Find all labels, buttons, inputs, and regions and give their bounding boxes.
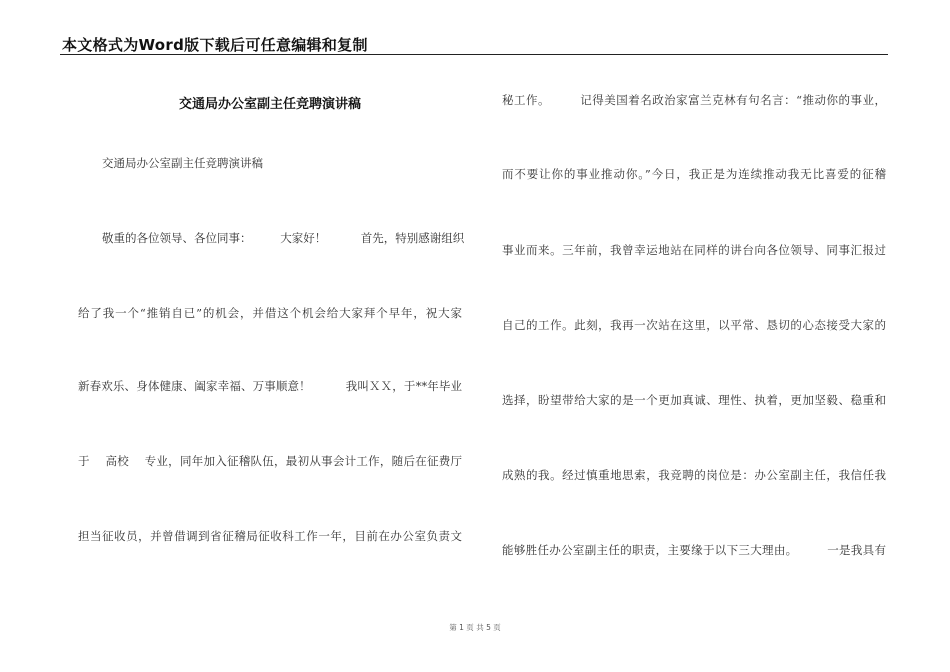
left-line-2: 敬重的各位领导、各位同事： 大家好！ 首先，特别感谢组织: [102, 231, 465, 245]
left-line-3: 给了我一个“推销自已”的机会，并借这个机会给大家拜个早年，祝大家: [78, 306, 462, 320]
left-line-5: 于 高校 专业，同年加入征稽队伍，最初从事会计工作，随后在征费厅: [78, 454, 462, 468]
right-line-5: 选择，盼望带给大家的是一个更加真诚、理性、执着，更加坚毅、稳重和: [502, 393, 886, 407]
left-line-subtitle: 交通局办公室副主任竞聘演讲稿: [102, 156, 263, 170]
right-line-3: 事业而来。三年前，我曾幸运地站在同样的讲台向各位领导、同事汇报过: [502, 243, 886, 257]
document-title: 交通局办公室副主任竞聘演讲稿: [178, 97, 361, 112]
right-line-4: 自己的工作。此刻，我再一次站在这里，以平常、恳切的心态接受大家的: [502, 318, 886, 332]
right-line-1: 秘工作。 记得美国着名政治家富兰克林有句名言：“推动你的事业，: [502, 93, 886, 107]
page-footer: 第 1 页 共 5 页: [449, 623, 501, 632]
left-line-4: 新春欢乐、身体健康、阖家幸福、万事顺意！ 我叫ＸＸ，于**年毕业: [78, 379, 462, 393]
banner-rule: [60, 54, 888, 55]
right-line-7: 能够胜任办公室副主任的职责，主要缘于以下三大理由。 一是我具有: [502, 543, 886, 557]
right-line-2: 而不要让你的事业推动你。”今日，我正是为连续推动我无比喜爱的征稽: [502, 167, 886, 181]
left-line-6: 担当征收员，并曾借调到省征稽局征收科工作一年，目前在办公室负责文: [78, 529, 462, 543]
right-line-6: 成熟的我。经过慎重地思索，我竞聘的岗位是：办公室副主任，我信任我: [502, 468, 886, 482]
download-banner: 本文格式为Word版下载后可任意编辑和复制: [62, 36, 368, 54]
